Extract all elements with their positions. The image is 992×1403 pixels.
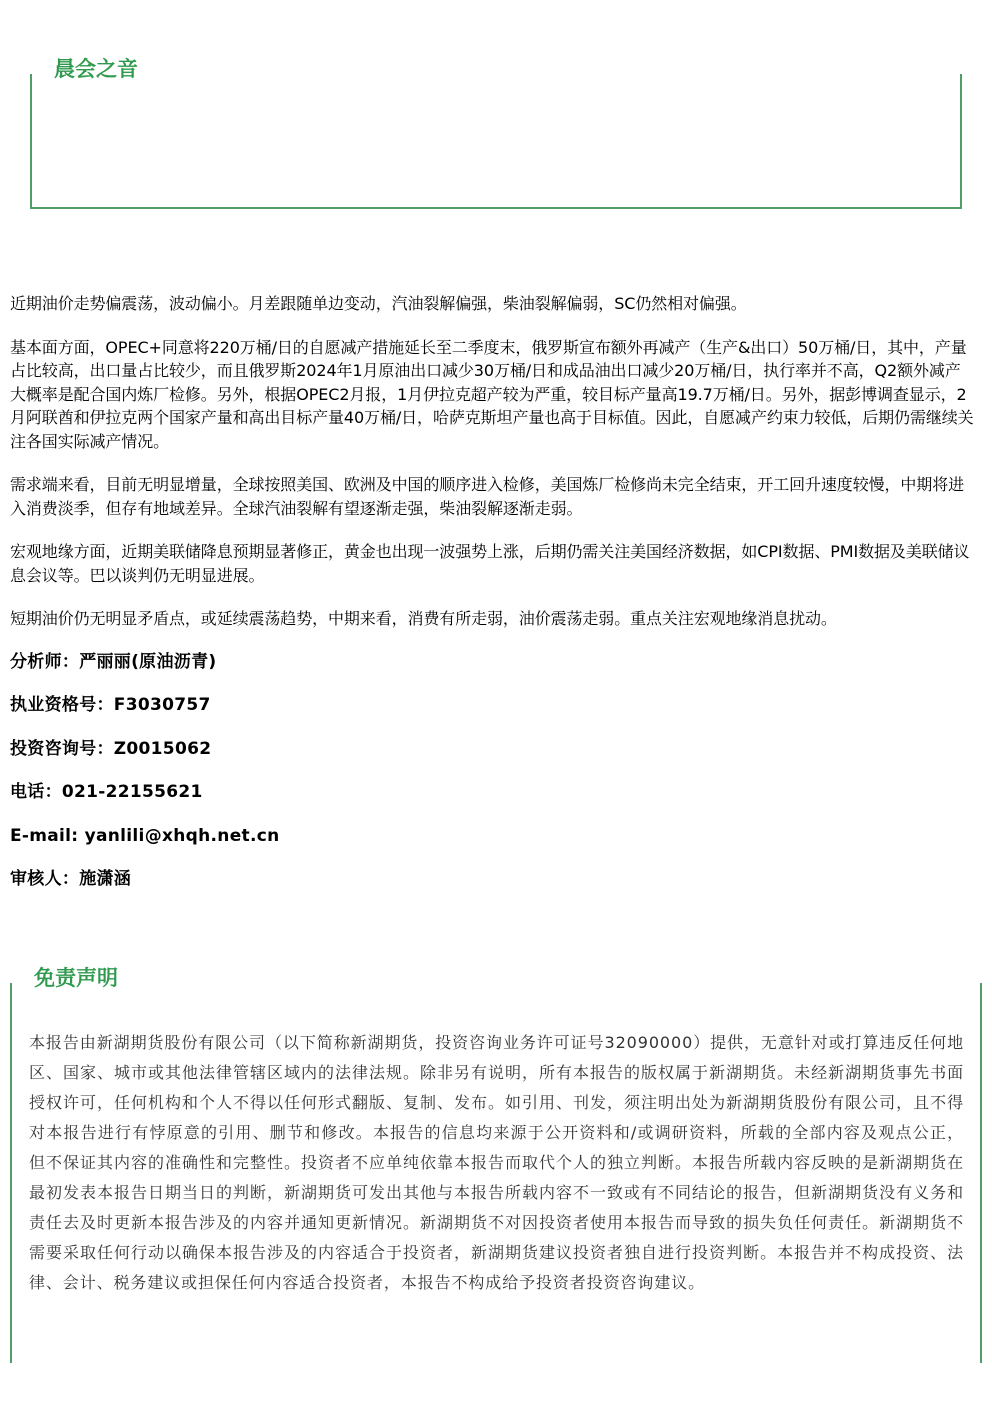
paragraph-fundamentals: 基本面方面，OPEC+同意将220万桶/日的自愿减产措施延长至二季度末，俄罗斯宣布额外再减产（生产&出口）50万桶/日，其中，产量占比较高，出口量占比较少，而且俄罗斯2024年1月原油出口减少30万桶/日和成品油出口减少20万桶/日，执行率并不高，Q2额外减产大概率是配合国内炼厂检修。另外，根据OPEC2月报，1月伊拉克超产较为严重，较目标产量高19.7万桶/日。另外，据彭博调查显示，2月阿联酋和伊拉克两个国家产量和高出目标产量40万桶/日，哈萨克斯坦产量也高于目标值。因此，自愿减产约束力较低，后期仍需继续关注各国实际减产情况。 xyxy=(10,337,974,451)
license-number: 执业资格号：F3030757 xyxy=(10,695,211,715)
consulting-number: 投资咨询号：Z0015062 xyxy=(10,738,212,759)
report-body xyxy=(10,292,976,912)
email-address: E-mail: yanlili@xhqh.net.cn xyxy=(10,825,280,846)
paragraph-outlook: 短期油价仍无明显矛盾点，或延续震荡趋势，中期来看，消费有所走弱，油价震荡走弱。重点关注宏观地缘消息扰动。 xyxy=(10,609,837,628)
paragraph-demand: 需求端来看，目前无明显增量，全球按照美国、欧洲及中国的顺序进入检修，美国炼厂检修尚未完全结束，开工回升速度较慢，中期将进入消费淡季，但存有地域差异。全球汽油裂解有望逐渐走强，柴油裂解逐渐走弱。 xyxy=(10,475,965,518)
paragraph-overview: 近期油价走势偏震荡，波动偏小。月差跟随单边变动，汽油裂解偏强，柴油裂解偏弱，SC仍然相对偏强。 xyxy=(10,294,747,313)
reviewer-name: 审核人：施潇涵 xyxy=(10,869,132,889)
analyst-name: 分析师：严丽丽(原油沥青) xyxy=(10,651,217,672)
header-frame xyxy=(30,74,962,209)
disclaimer-title: 免责声明 xyxy=(30,964,122,992)
disclaimer-text: 本报告由新湖期货股份有限公司（以下简称新湖期货，投资咨询业务许可证号32090000）提供，无意针对或打算违反任何地区、国家、城市或其他法律管辖区域内的法律法规。除非另有说明，所有本报告的版权属于新湖期货。未经新湖期货事先书面授权许可，任何机构和个人不得以任何形式翻版、复制、发布。如引用、刊发，须注明出处为新湖期货股份有限公司，且不得对本报告进行有悖原意的引用、删节和修改。本报告的信息均来源于公开资料和/或调研资料，所载的全部内容及观点公正，但不保证其内容的准确性和完整性。投资者不应单纯依靠本报告而取代个人的独立判断。本报告所载内容反映的是新湖期货在最初发表本报告日期当日的判断，新湖期货可发出其他与本报告所载内容不一致或有不同结论的报告，但新湖期货没有义务和责任去及时更新本报告涉及的内容并通知更新情况。新湖期货不对因投资者使用本报告而导致的损失负任何责任。新湖期货不需要采取任何行动以确保本报告涉及的内容适合于投资者，新湖期货建议投资者独自进行投资判断。本报告并不构成投资、法律、会计、税务建议或担保任何内容适合投资者，本报告不构成给予投资者投资咨询建议。 xyxy=(29,1033,964,1292)
phone-number: 电话：021-22155621 xyxy=(10,782,203,802)
section-title: 晨会之音 xyxy=(50,55,142,83)
paragraph-macro: 宏观地缘方面，近期美联储降息预期显著修正，黄金也出现一波强势上涨，后期仍需关注美国经济数据，如CPI数据、PMI数据及美联储议息会议等。巴以谈判仍无明显进展。 xyxy=(10,542,970,585)
